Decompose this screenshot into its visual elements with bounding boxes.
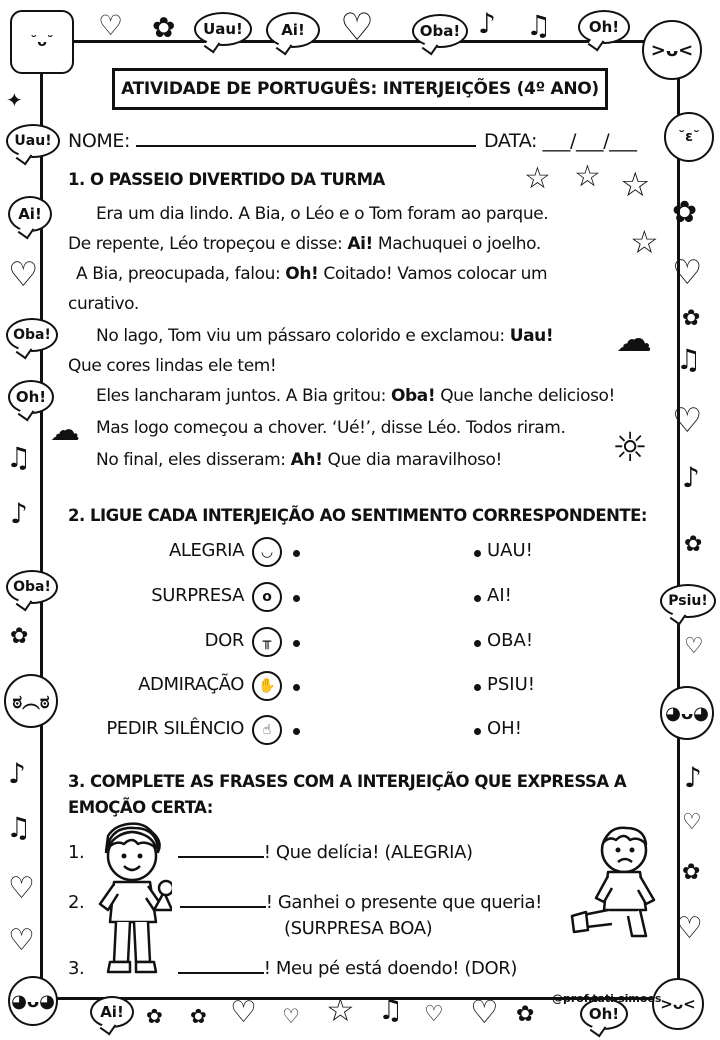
story-text-segment: curativo. <box>68 294 139 314</box>
story-text-segment: No lago, Tom viu um pássaro colorido e exclamou: <box>96 326 510 346</box>
story-line <box>68 234 541 254</box>
right-connector-dot[interactable] <box>474 728 481 735</box>
right-connector-dot[interactable] <box>474 684 481 691</box>
flower-icon: ✿ <box>682 860 701 885</box>
story-line <box>96 386 615 406</box>
interjection-option: OBA! <box>487 630 534 651</box>
boy-with-hurt-foot-illustration <box>568 820 664 944</box>
surprised-face-icon: o <box>252 582 282 612</box>
section2-heading: 2. LIGUE CADA INTERJEIÇÃO AO SENTIMENTO CORRESPONDENTE: <box>68 506 648 525</box>
shushing-face-icon: ☝ <box>252 715 282 745</box>
flower-icon: ✿ <box>684 532 703 557</box>
crying-face-icon: ╥ <box>252 627 282 657</box>
feeling-label: ADMIRAÇÃO <box>138 674 244 695</box>
story-text-segment: Que cores lindas ele tem! <box>68 356 277 376</box>
section1-heading: 1. O PASSEIO DIVERTIDO DA TURMA <box>68 170 385 189</box>
smiling-face-icon: ◡ <box>252 537 282 567</box>
story-text-segment: Que dia maravilhoso! <box>322 450 502 470</box>
name-field[interactable] <box>136 131 476 147</box>
winking-face-icon: >ᴗ< <box>652 978 704 1030</box>
heart-icon: ♡ <box>672 401 703 441</box>
flower-icon: ✿ <box>672 195 698 230</box>
interjection-option: AI! <box>487 585 512 606</box>
interjection-highlight: Oba! <box>390 386 436 406</box>
boy-with-ice-cream-illustration <box>92 822 172 982</box>
heart-icon: ♡ <box>684 634 704 659</box>
double-music-note-icon: ♫ <box>676 343 702 376</box>
story-line <box>96 326 553 346</box>
interjection-highlight: Uau! <box>509 326 554 346</box>
double-music-note-icon: ♫ <box>378 993 404 1026</box>
worried-face-icon: ಠ︵ಠ <box>4 674 58 728</box>
flower-icon: ✿ <box>146 1004 163 1028</box>
heart-icon: ♡ <box>8 923 35 958</box>
heart-icon: ♡ <box>8 871 35 906</box>
feeling-label: SURPRESA <box>151 585 244 606</box>
story-line <box>68 294 139 314</box>
heart-icon: ♡ <box>676 911 703 946</box>
heart-face-icon: ♡ <box>340 5 375 49</box>
interjection-highlight: Ai! <box>347 234 373 254</box>
story-line <box>96 450 502 470</box>
left-connector-dot[interactable] <box>293 550 300 557</box>
answer-blank-1[interactable] <box>178 844 264 858</box>
name-label: NOME: <box>68 130 130 152</box>
left-connector-dot[interactable] <box>293 595 300 602</box>
sentence-text: ! Que delícia! (ALEGRIA) <box>263 842 473 863</box>
right-connector-dot[interactable] <box>474 640 481 647</box>
speech-bubble-ai: Ai! <box>266 12 320 48</box>
double-music-note-icon: ♫ <box>6 811 32 844</box>
left-connector-dot[interactable] <box>293 728 300 735</box>
story-text-segment: De repente, Léo tropeçou e disse: <box>68 234 348 254</box>
winking-face-icon: >ᴗ< <box>642 20 702 80</box>
sentence-text: ! Meu pé está doendo! (DOR) <box>263 958 517 979</box>
story-text-segment: Era um dia lindo. A Bia, o Léo e o Tom foram ao parque. <box>96 204 549 224</box>
page-title: ATIVIDADE DE PORTUGUÊS: INTERJEIÇÕES (4º ANO) <box>121 79 599 99</box>
left-connector-dot[interactable] <box>293 640 300 647</box>
right-connector-dot[interactable] <box>474 550 481 557</box>
heart-icon: ♡ <box>672 253 703 293</box>
heart-icon: ♡ <box>8 255 39 295</box>
story-line <box>96 204 548 224</box>
name-row <box>68 130 476 152</box>
story-text-segment: Machuquei o joelho. <box>372 234 541 254</box>
story-text-segment: Coitado! Vamos colocar um <box>318 264 548 284</box>
double-music-note-icon: ♫ <box>526 9 552 42</box>
interjection-highlight: Ah! <box>290 450 323 470</box>
speech-bubble-uau-left: Uau! <box>6 124 60 158</box>
speech-bubble-oba-left: Oba! <box>6 318 58 352</box>
sentence-number: 2. <box>68 892 85 913</box>
heart-icon: ♡ <box>98 9 124 42</box>
sparkle-icon: ✦ <box>6 88 23 112</box>
sun-icon: ☼ <box>612 425 648 471</box>
star-icon: ☆ <box>524 161 551 196</box>
interjection-option: UAU! <box>487 540 533 561</box>
right-connector-dot[interactable] <box>474 595 481 602</box>
answer-blank-2[interactable] <box>180 894 266 908</box>
interjection-option: PSIU! <box>487 674 535 695</box>
interjection-option: OH! <box>487 718 522 739</box>
clapping-hands-icon: ✋ <box>252 671 282 701</box>
music-note-icon: ♫ <box>6 441 32 474</box>
section3-heading-line1: 3. COMPLETE AS FRASES COM A INTERJEIÇÃO QUE EXPRESSA A <box>68 772 627 791</box>
heart-icon: ♡ <box>282 1004 300 1028</box>
star-icon: ☆ <box>630 223 659 261</box>
date-label: DATA: <box>484 130 538 152</box>
music-note-icon: ♪ <box>10 497 28 530</box>
flower-icon: ✿ <box>152 11 176 44</box>
music-note-icon: ♪ <box>8 757 26 790</box>
flower-icon: ✿ <box>682 306 701 331</box>
speech-bubble-ai-bottom: Ai! <box>90 996 134 1028</box>
feeling-label: DOR <box>204 630 244 651</box>
speech-bubble-oh-bottom: Oh! <box>580 998 628 1030</box>
flower-icon: ✿ <box>10 624 29 649</box>
speech-bubble-psiu: Psiu! <box>660 584 716 618</box>
story-text-segment: Eles lancharam juntos. A Bia gritou: <box>96 386 391 406</box>
sleepy-face-icon: ˘ε˘ <box>664 112 714 162</box>
speech-bubble-uau: Uau! <box>194 12 252 46</box>
star-face-icon: ˘ᴗ˘ <box>10 10 74 74</box>
star-icon: ☆ <box>326 991 355 1029</box>
story-text-segment: Que lanche delicioso! <box>435 386 615 406</box>
star-icon: ☆ <box>620 165 651 205</box>
feeling-label: PEDIR SILÊNCIO <box>106 718 244 739</box>
sentence-number: 1. <box>68 842 85 863</box>
story-line <box>68 356 276 376</box>
heart-icon: ♡ <box>470 993 499 1031</box>
speech-bubble-oh-left: Oh! <box>8 380 54 414</box>
flower-icon: ✿ <box>190 1004 207 1028</box>
author-credit: @prof.tati.simoes <box>552 992 662 1005</box>
date-row <box>484 130 637 152</box>
sentence-2-hint: (SURPRESA BOA) <box>284 918 433 939</box>
story-line <box>96 418 565 438</box>
sentence-text: ! Ganhei o presente que queria! <box>265 892 542 913</box>
title-banner <box>112 68 608 110</box>
sentence-number: 3. <box>68 958 85 979</box>
story-text-segment: A Bia, preocupada, falou: <box>76 264 286 284</box>
story-text-segment: No final, eles disseram: <box>96 450 291 470</box>
happy-face-icon: ◕ᴗ◕ <box>660 686 714 740</box>
flower-icon: ✿ <box>516 1002 535 1027</box>
music-note-icon: ♪ <box>478 7 496 40</box>
section3-heading-line2: EMOÇÃO CERTA: <box>68 798 213 817</box>
happy-face-icon: ◕ᴗ◕ <box>8 976 58 1026</box>
interjection-highlight: Oh! <box>285 264 319 284</box>
speech-bubble-oba: Oba! <box>412 14 468 48</box>
speech-bubble-oba-left-2: Oba! <box>6 570 58 604</box>
cloud-icon: ☁ <box>50 413 80 448</box>
feeling-label: ALEGRIA <box>169 540 244 561</box>
date-field[interactable]: ___/___/___ <box>542 130 637 152</box>
heart-icon: ♡ <box>424 1002 444 1027</box>
speech-bubble-ai-left: Ai! <box>8 196 52 232</box>
music-note-icon: ♪ <box>684 761 702 794</box>
rain-cloud-icon: ☁ <box>616 319 652 360</box>
heart-icon: ♡ <box>230 995 257 1030</box>
left-connector-dot[interactable] <box>293 684 300 691</box>
speech-bubble-oh: Oh! <box>578 10 630 44</box>
story-line <box>76 264 547 284</box>
answer-blank-3[interactable] <box>178 960 264 974</box>
story-text-segment: Mas logo começou a chover. ‘Ué!’, disse Léo. Todos riram. <box>96 418 566 438</box>
music-note-icon: ♪ <box>682 461 700 494</box>
heart-icon: ♡ <box>682 810 702 835</box>
star-icon: ☆ <box>574 159 601 194</box>
